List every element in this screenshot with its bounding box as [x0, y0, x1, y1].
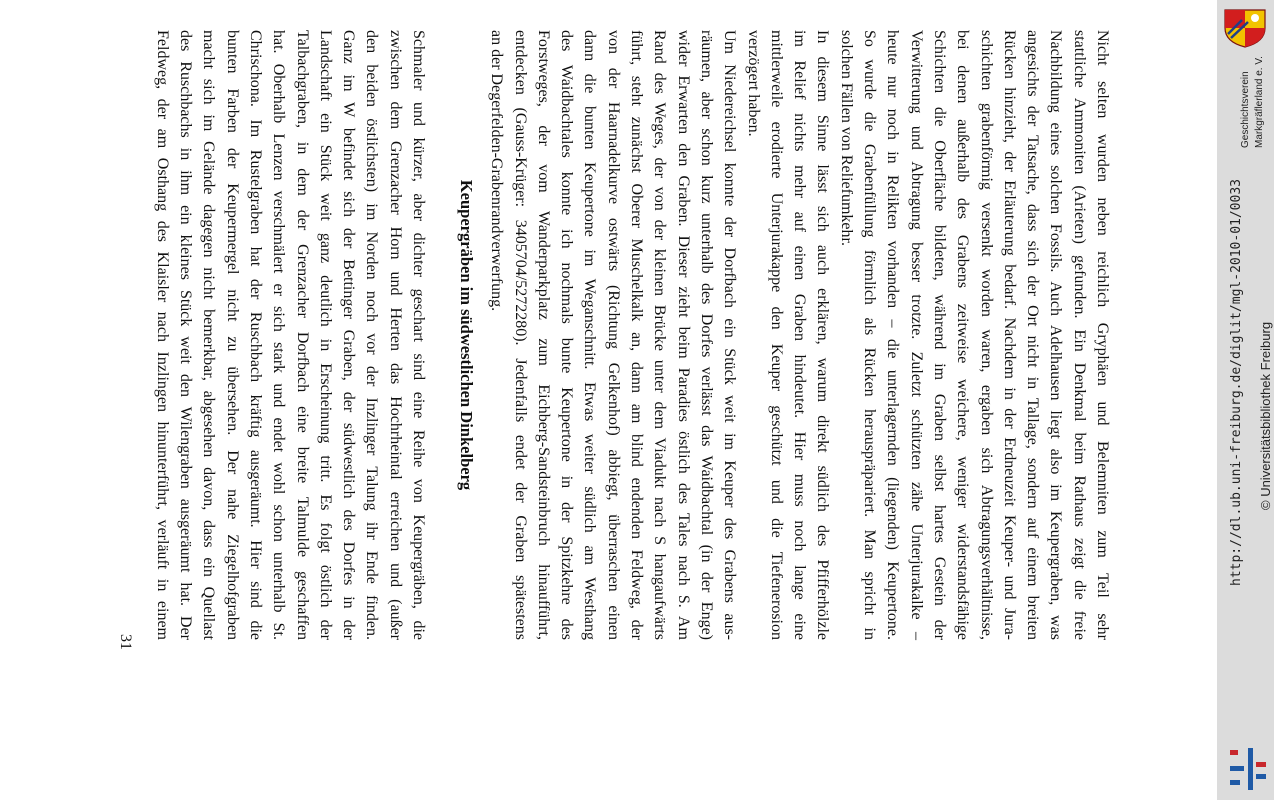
- text-line: des Ruschbachs in ihm ein kleines Stück weit den Wilengraben ausgeräumt hat. Der: [177, 30, 195, 640]
- text-line: bunten Farben der Keupermergel nicht zu übersehen. Der nahe Ziegelhofgraben: [223, 30, 241, 640]
- source-url-link[interactable]: http://dl.ub.uni-freiburg.de/diglit/mgl-2010-01/0033: [1229, 179, 1244, 586]
- text-line: Schichten die Oberfläche bildeten, während im Graben selbst hartes Gestein der: [930, 30, 948, 640]
- text-line: entdecken (Gauss-Krüger: 3405704/5272280). Jedenfalls endet der Graben spätestens: [511, 30, 529, 640]
- text-line: So wurde die Grabenfüllung förmlich als Rücken herauspräpariert. Man spricht in: [861, 30, 879, 640]
- text-line: von der Haarnadelkurve ostwärts (Richtung Gelkenhof) abbiegt, überraschen einen: [604, 30, 622, 640]
- text-line: verzögert haben.: [744, 30, 762, 137]
- text-line: heute nur noch in Relikten vorhanden – die unterlagernden (liegenden) Keupertone.: [884, 30, 902, 640]
- text-line: räumen, aber schon kurz unterhalb des Dorfes verlässt das Waidbachtal (in der Enge): [697, 30, 715, 640]
- rotated-document-page: [114, 0, 1114, 800]
- text-line: den beiden östlichsten) im Norden noch vor der Inzlinger Talung ihr Ende finden.: [363, 30, 381, 640]
- section-heading: Keupergräben im südwestlichen Dinkelberg: [457, 179, 476, 491]
- text-line: Forstweges, der vom Wanderparkplatz zum Eichberg-Sandsteinbruch hinaufführt,: [534, 30, 552, 640]
- text-line: hat. Oberhalb Lenzen verschmälert er sich stark und endet wohl schon unterhalb St.: [270, 30, 288, 640]
- copyright-notice: © Universitätsbibliothek Freiburg: [1258, 321, 1273, 510]
- text-line: dann die bunten Keupertone im Weganschnitt. Etwas weiter südlich am Westhang: [581, 30, 599, 640]
- text-line: Rand des Weges, der von der kleinen Brücke unter dem Viadukt nach S hangaufwärts: [651, 30, 669, 640]
- text-line: Feldweg, der am Osthang des Klaisler nach Inzlingen hinunterführt, verläuft in einem: [153, 30, 171, 640]
- text-line: bei denen außerhalb des Grabens zeitweise weichere, weniger widerstandsfähige: [954, 30, 972, 640]
- text-line: Schmaler und kürzer, aber dichter geschart sind eine Reihe von Keupergräben, die: [410, 30, 427, 640]
- text-line: führt, steht zunächst Oberer Muschelkalk an, dann am blind endenden Feldweg, der: [628, 30, 646, 640]
- text-line: im Relief nichts mehr auf einen Graben hindeutet. Hier muss noch lange eine: [791, 30, 809, 640]
- text-line: Um Niedereichsel konnte der Dorfbach ein Stück weit im Keuper des Grabens aus-: [721, 30, 739, 640]
- page-number: 31: [117, 634, 134, 650]
- text-line: angesichts der Tatsache, dass sich der Ort nicht in Tallage, sondern auf einem breiten: [1024, 30, 1042, 640]
- text-line: Landschaft ein Stück weit ganz deutlich in Erscheinung tritt. Es folgt östlich der: [316, 30, 334, 640]
- text-line: mittlerweile erodierte Unterjurakappe den Keuper geschützt und die Tiefenerosion: [767, 30, 785, 640]
- ub-freiburg-logo-icon: [1226, 744, 1270, 794]
- text-line: macht sich im Gelände dagegen nicht bemerkbar, abgesehen davon, dass ein Quellast: [200, 30, 218, 640]
- text-line: zwischen dem Grenzacher Horn und Herten das Hochrheintal erreichen und (außer: [386, 30, 404, 640]
- coat-of-arms-icon: [1222, 8, 1268, 48]
- org-name-line-1: Geschichtsverein: [1240, 71, 1251, 148]
- org-name-line-2: Markgräflerland e. V.: [1254, 56, 1265, 148]
- text-line: Nachbildung eines solchen Fossils. Auch Adelhausen liegt also im Keupergraben, was: [1047, 30, 1065, 640]
- paragraph-relief-inversion: [485, 30, 1114, 640]
- text-line: an der Degerfelden-Grabenrandverwerfung.: [488, 30, 506, 312]
- text-line: solchen Fällen von Reliefumkehr.: [837, 30, 855, 246]
- text-line: schichten grabenförmig versenkt worden waren, ergaben sich Abtragungsverhältnisse,: [977, 30, 995, 640]
- text-line: Talbachgraben, in dem der Grenzacher Dorfbach eine breite Talmulde geschaffen: [293, 30, 311, 640]
- paragraph-keupergraben: [150, 30, 430, 640]
- text-line: des Waidbachtales konnte ich nochmals bunte Keupertone in der Spitzkehre des: [558, 30, 576, 640]
- text-line: Nicht selten wurden neben reichlich Gryphäen und Belemniten zum Teil sehr: [1094, 30, 1111, 640]
- text-line: Rücken hinzieht, der Erläuterung bedarf. Nachdem in der Erdneuzeit Keuper- und Jura-: [1000, 30, 1018, 640]
- text-line: In diesem Sinne lässt sich auch erklären, warum direkt südlich des Pfifferhölzle: [814, 30, 832, 640]
- text-line: Chrischona. Im Rustelgraben hat der Ruschbach kräftig ausgeräumt. Hier sind die: [246, 30, 264, 640]
- text-line: Ganz im W befindet sich der Bettinger Graben, der südwestlich des Dorfes in der: [340, 30, 358, 640]
- text-line: stattliche Ammoniten (Arieten) gefunden. Ein Denkmal beim Rathaus zeigt die freie: [1070, 30, 1088, 640]
- text-line: wider Erwarten den Graben. Dieser zieht beim Paradies östlich des Tales nach S. Am: [674, 30, 692, 640]
- text-line: Verwitterung und Abtragung besser trotzte. Zuletzt schützten zähe Unterjurakalke –: [907, 30, 925, 640]
